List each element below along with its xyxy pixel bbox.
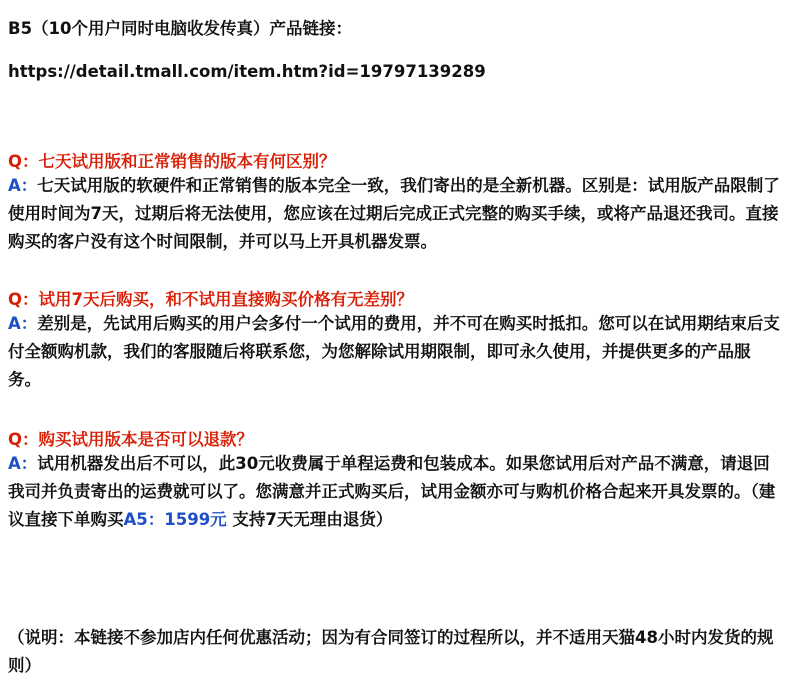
question-2-label: Q： <box>8 290 39 309</box>
answer-1-label: A： <box>8 176 38 195</box>
answer-2-text: 差别是，先试用后购买的用户会多付一个试用的费用，并不可在购买时抵扣。您可以在试用期结束后支付全额购机款，我们的客服随后将联系您，为您解除试用期限制，即可永久使用，并提供更多的产品服务。 <box>8 314 780 389</box>
product-link-title: B5（10个用户同时电脑收发传真）产品链接： <box>8 19 353 38</box>
question-1-text: 七天试用版和正常销售的版本有何区别？ <box>38 152 336 171</box>
question-3-label: Q： <box>8 430 39 449</box>
answer-3 <box>8 450 782 534</box>
answer-3-label: A： <box>8 454 38 473</box>
answer-1 <box>8 172 782 256</box>
product-url-link[interactable]: https://detail.tmall.com/item.htm?id=19797139289 <box>8 62 486 81</box>
answer-3-text: 试用机器发出后不可以，此30元收费属于单程运费和包装成本。如果您试用后对产品不满意，请退回我司并负责寄出的运费就可以了。您满意并正式购买后，试用金额亦可与购机价格合起来开具发票的。（建议直接下单购买 <box>8 454 776 529</box>
question-1-label: Q： <box>8 152 39 171</box>
answer-3-suffix: 支持7天无理由退货） <box>226 510 393 529</box>
answer-1-text: 七天试用版的软硬件和正常销售的版本完全一致，我们寄出的是全新机器。区别是：试用版产品限制了使用时间为7天，过期后将无法使用，您应该在过期后完成正式完整的购买手续，或将产品退还我司。直接购买的客户没有这个时间限制，并可以马上开具机器发票。 <box>8 176 780 251</box>
price-highlight: A5：1599元 <box>123 510 227 529</box>
answer-2-label: A： <box>8 314 38 333</box>
question-2-text: 试用7天后购买，和不试用直接购买价格有无差别？ <box>38 290 414 309</box>
disclaimer-note: （说明：本链接不参加店内任何优惠活动；因为有合同签订的过程所以，并不适用天猫48小时内发货的规则） <box>8 628 774 675</box>
question-3-text: 购买试用版本是否可以退款？ <box>38 430 254 449</box>
answer-2 <box>8 310 782 394</box>
